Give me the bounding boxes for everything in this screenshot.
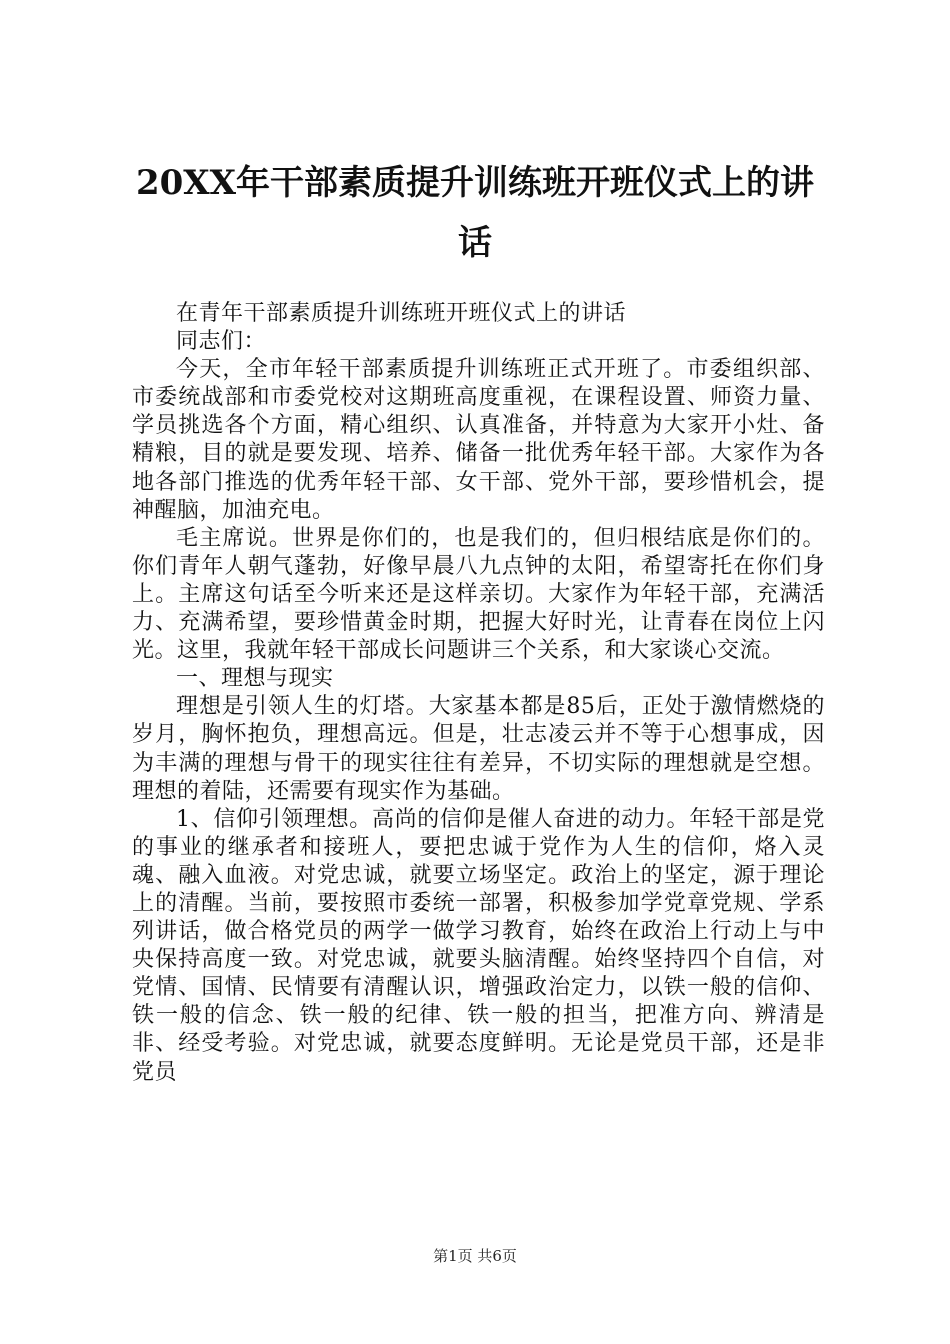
body-paragraph: 理想是引领人生的灯塔。大家基本都是85后，正处于激情燃烧的岁月，胸怀抱负，理想高远。但是，壮志凌云并不等于心想事成，因为丰满的理想与骨干的现实往往有差异，不切实际的理想就是空想。理想的着陆，还需要有现实作为基础。 bbox=[132, 694, 825, 804]
body-paragraph: 1、信仰引领理想。高尚的信仰是催人奋进的动力。年轻干部是党的事业的继承者和接班人，要把忠诚于党作为人生的信仰，烙入灵魂、融入血液。对党忠诚，就要立场坚定。政治上的坚定，源于理论上的清醒。当前，要按照市委统一部署，积极参加学党章党规、学系列讲话，做合格党员的两学一做学习教育，始终在政治上行动上与中央保持高度一致。对党忠诚，就要头脑清醒。始终坚持四个自信，对党情、国情、民情要有清醒认识，增强政治定力，以铁一般的信仰、铁一般的信念、铁一般的纪律、铁一般的担当，把准方向、辨清是非、经受考验。对党忠诚，就要态度鲜明。无论是党员干部，还是非党员 bbox=[132, 806, 825, 1085]
document-body bbox=[132, 300, 825, 1087]
salutation-paragraph: 同志们： bbox=[176, 329, 267, 355]
document-title-line1: 20XX年干部素质提升训练班开班仪式上的讲 bbox=[135, 163, 815, 203]
section-heading: 一、理想与现实 bbox=[176, 666, 334, 692]
document-title-line2: 话 bbox=[458, 223, 492, 263]
body-paragraph: 今天，全市年轻干部素质提升训练班正式开班了。市委组织部、市委统战部和市委党校对这期班高度重视，在课程设置、师资力量、学员挑选各个方面，精心组织、认真准备，并特意为大家开小灶、备精粮，目的就是要发现、培养、储备一批优秀年轻干部。大家作为各地各部门推选的优秀年轻干部、女干部、党外干部，要珍惜机会，提神醒脑，加油充电。 bbox=[132, 357, 825, 523]
body-paragraph: 毛主席说。世界是你们的，也是我们的，但归根结底是你们的。你们青年人朝气蓬勃，好像早晨八九点钟的太阳，希望寄托在你们身上。主席这句话至今听来还是这样亲切。大家作为年轻干部，充满活力、充满希望，要珍惜黄金时期，把握大好时光，让青春在岗位上闪光。这里，我就年轻干部成长问题讲三个关系，和大家谈心交流。 bbox=[132, 525, 825, 664]
subtitle-paragraph: 在青年干部素质提升训练班开班仪式上的讲话 bbox=[176, 301, 627, 326]
page-footer: 第1页 共6页 bbox=[433, 1247, 517, 1265]
